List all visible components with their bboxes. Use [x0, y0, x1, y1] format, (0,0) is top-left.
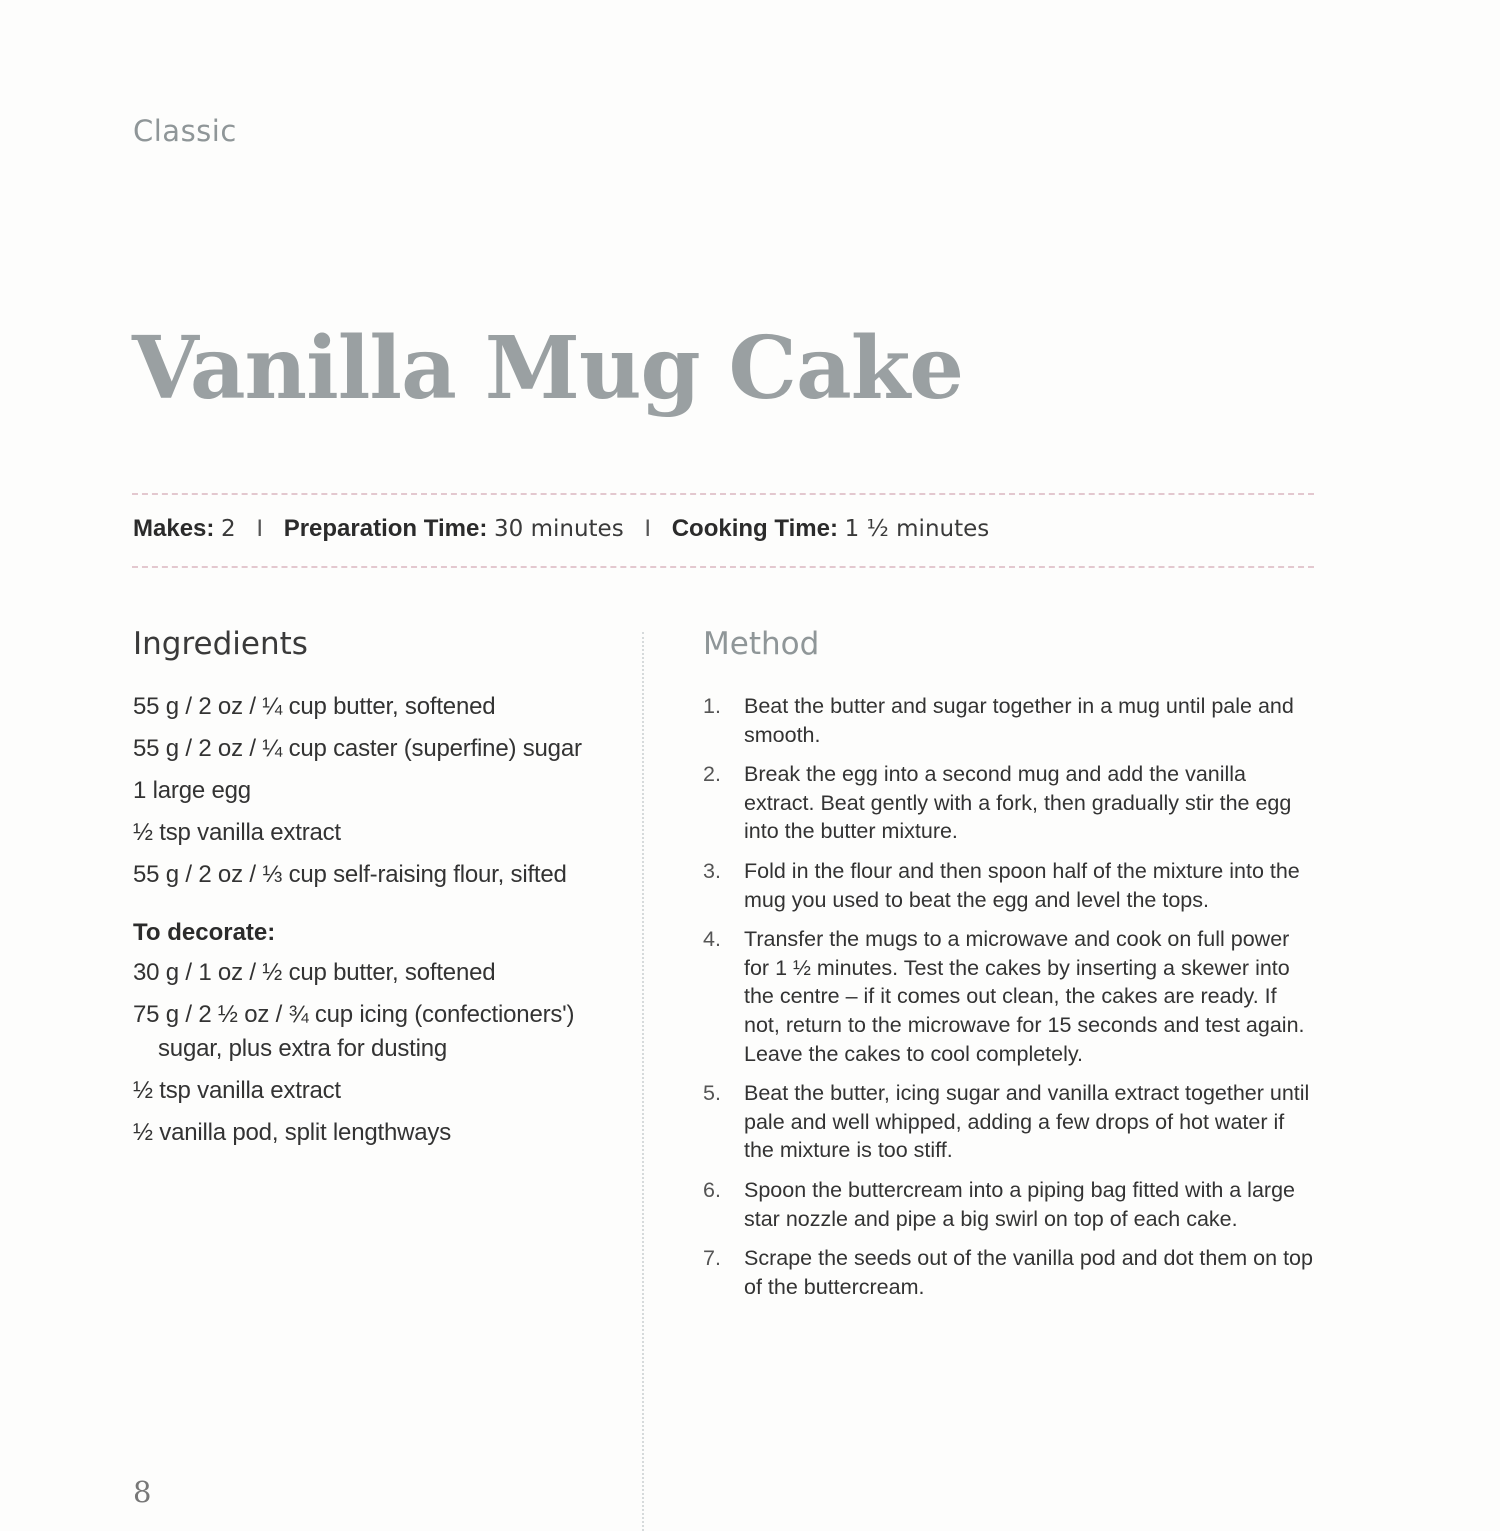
- step-text: Transfer the mugs to a microwave and cook on full power for 1 ½ minutes. Test the cakes by inserting a skewer into the centre – if it comes out clean, the cakes are ready. If not, return to the microwave for 15 seconds and test again. Leave the cakes to cool completely.: [744, 927, 1305, 1066]
- recipe-title: Vanilla Mug Cake: [132, 318, 964, 419]
- ingredient-item: 1 large egg: [133, 777, 251, 804]
- makes-label: Makes:: [133, 515, 215, 542]
- meta-separator: I: [644, 515, 652, 542]
- ingredient-item: 55 g / 2 oz / ¼ cup caster (superfine) sugar: [133, 735, 582, 762]
- divider-top: [132, 493, 1314, 495]
- decorate-list: [133, 956, 613, 1150]
- prep-time-value: 30 minutes: [494, 516, 624, 542]
- step-number: 5.: [703, 1081, 721, 1106]
- section-label: Classic: [133, 114, 237, 148]
- step-number: 7.: [703, 1246, 721, 1271]
- ingredient-item: 55 g / 2 oz / ⅓ cup self-raising flour, sifted: [133, 861, 567, 888]
- prep-time-label: Preparation Time:: [283, 515, 488, 542]
- method-step: [703, 1244, 1313, 1301]
- step-number: 3.: [703, 858, 721, 883]
- step-text: Beat the butter, icing sugar and vanilla extract together until pale and well whipped, adding a few drops of hot water if the mixture is too stiff.: [744, 1081, 1310, 1163]
- method-step: [703, 857, 1313, 914]
- page-number: 8: [133, 1475, 152, 1509]
- ingredient-item: ½ tsp vanilla extract: [133, 819, 341, 846]
- meta-separator: I: [256, 515, 264, 542]
- method-step: [703, 925, 1313, 1068]
- ingredient-item: 55 g / 2 oz / ¼ cup butter, softened: [133, 693, 496, 720]
- step-text: Break the egg into a second mug and add the vanilla extract. Beat gently with a fork, then gradually stir the egg into the butter mixture.: [744, 762, 1292, 844]
- step-number: 6.: [703, 1177, 721, 1202]
- method-step: [703, 1079, 1313, 1165]
- makes-value: 2: [221, 516, 236, 542]
- step-text: Fold in the flour and then spoon half of the mixture into the mug you used to beat the egg and level the tops.: [744, 858, 1300, 912]
- recipe-meta: [133, 515, 989, 543]
- step-text: Spoon the buttercream into a piping bag fitted with a large star nozzle and pipe a big swirl on top of each cake.: [744, 1177, 1295, 1231]
- ingredients-list: [133, 690, 613, 892]
- method-steps: [703, 692, 1313, 1301]
- step-number: 2.: [703, 762, 721, 787]
- step-text: Beat the butter and sugar together in a mug until pale and smooth.: [744, 694, 1294, 747]
- decorate-item: ½ vanilla pod, split lengthways: [133, 1119, 451, 1146]
- decorate-item: ½ tsp vanilla extract: [133, 1077, 341, 1104]
- method-heading: Method: [703, 626, 820, 662]
- ingredients-heading: Ingredients: [133, 626, 308, 662]
- column-divider: [642, 632, 644, 1531]
- decorate-heading: To decorate:: [133, 919, 276, 946]
- divider-bottom: [132, 566, 1314, 568]
- decorate-item: 30 g / 1 oz / ½ cup butter, softened: [133, 959, 496, 986]
- step-number: 4.: [703, 927, 721, 952]
- step-number: 1.: [703, 694, 721, 718]
- method-section: [703, 692, 1313, 1312]
- ingredients-section: [133, 690, 613, 1158]
- method-step: [703, 1176, 1313, 1233]
- cook-time-label: Cooking Time:: [671, 515, 838, 542]
- method-step: [703, 760, 1313, 846]
- method-step: [703, 692, 1313, 749]
- decorate-item: 75 g / 2 ½ oz / ¾ cup icing (confectioners') sugar, plus extra for dusting: [133, 1001, 575, 1062]
- cook-time-value: 1 ½ minutes: [844, 516, 990, 542]
- step-text: Scrape the seeds out of the vanilla pod and dot them on top of the buttercream.: [744, 1246, 1313, 1299]
